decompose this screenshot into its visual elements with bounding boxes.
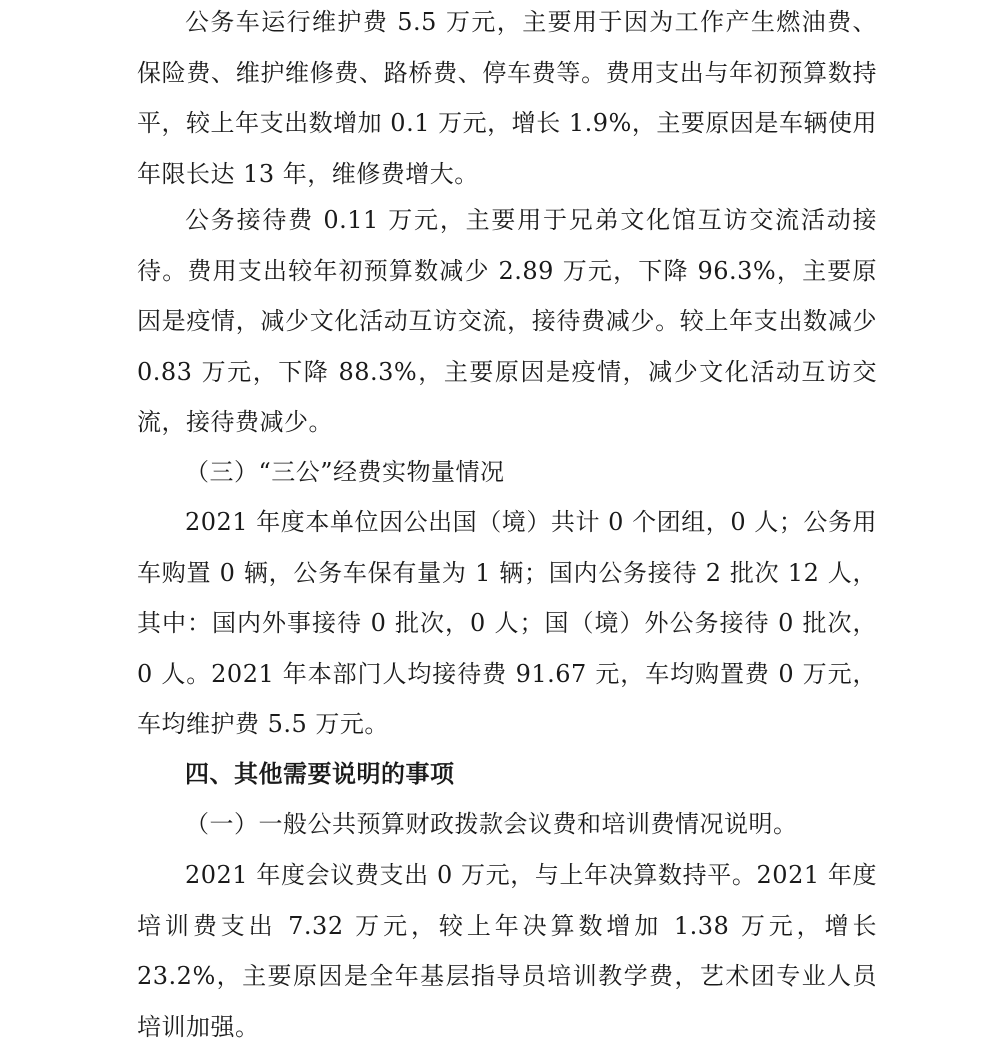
paragraph-vehicle-maintenance: 公务车运行维护费 5.5 万元，主要用于因为工作产生燃油费、保险费、维护维修费、路桥费、停车费等。费用支出与年初预算数持平，较上年支出数增加 0.1 万元，增长 1.9%，主要原因是车辆使用年限长达 13 年，维修费增大。 bbox=[137, 8, 877, 188]
paragraph-meeting-training: 2021 年度会议费支出 0 万元，与上年决算数持平。2021 年度培训费支出 7.32 万元，较上年决算数增加 1.38 万元，增长 23.2%，主要原因是全年基层指导员培训教学费，艺术团专业人员培训加强。 bbox=[137, 861, 877, 1041]
heading-physical-quantity: （三）“三公”经费实物量情况 bbox=[185, 458, 505, 486]
paragraph-physical-quantity: 2021 年度本单位因公出国（境）共计 0 个团组，0 人；公务用车购置 0 辆，公务车保有量为 1 辆；国内公务接待 2 批次 12 人，其中：国内外事接待 0 批次，0 人；国（境）外公务接待 0 批次，0 人。2021 年本部门人均接待费 91.67 元，车均购置费 0 万元，车均维护费 5.5 万元。 bbox=[137, 508, 877, 738]
heading-other-matters: 四、其他需要说明的事项 bbox=[185, 760, 455, 788]
heading-meeting-training: （一）一般公共预算财政拨款会议费和培训费情况说明。 bbox=[185, 810, 798, 838]
paragraph-reception-expense: 公务接待费 0.11 万元，主要用于兄弟文化馆互访交流活动接待。费用支出较年初预算数减少 2.89 万元，下降 96.3%，主要原因是疫情，减少文化活动互访交流，接待费减少。较上年支出数减少 0.83 万元，下降 88.3%，主要原因是疫情，减少文化活动互访交流，接待费减少。 bbox=[137, 206, 877, 436]
